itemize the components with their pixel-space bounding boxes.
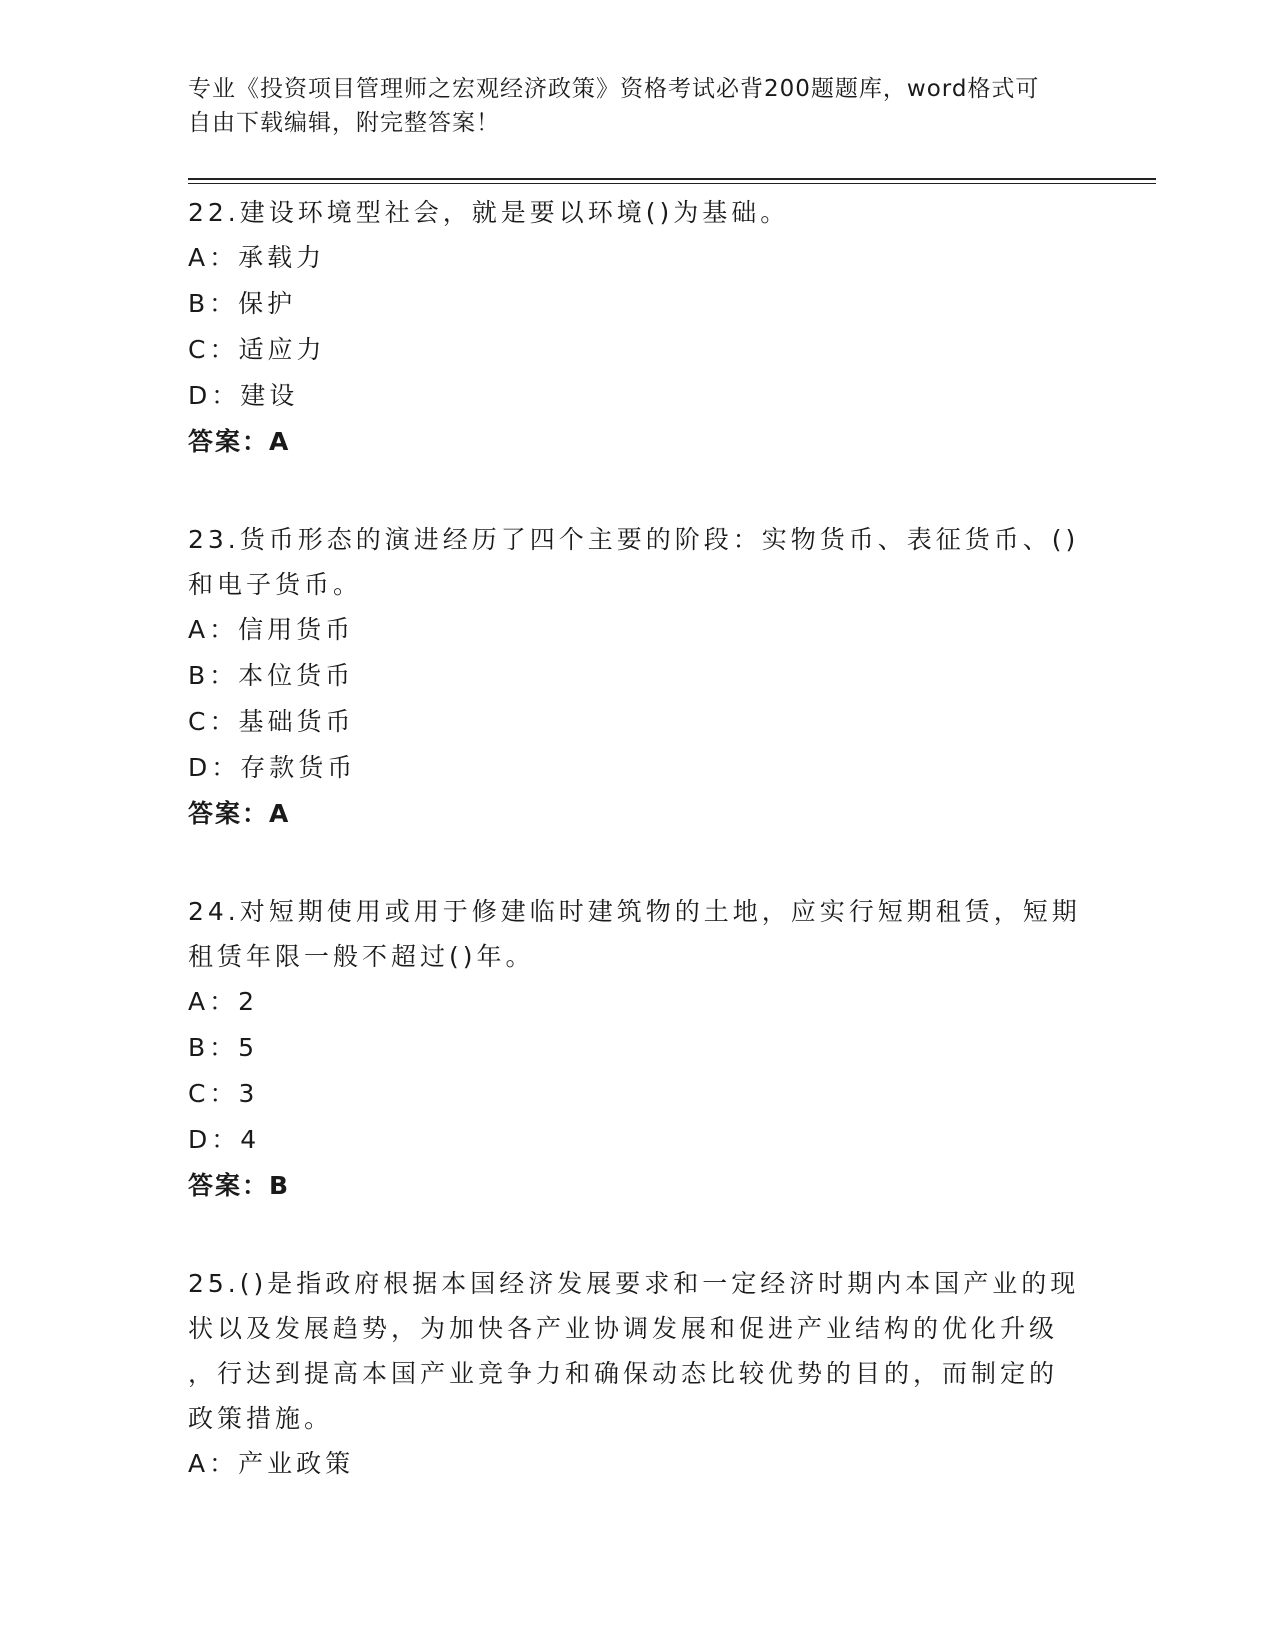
header-line-2: 自由下载编辑，附完整答案！: [188, 110, 500, 136]
answer-option: A：承载力: [188, 243, 326, 272]
answer-option: D：建设: [188, 381, 299, 410]
answer-option: C：3: [188, 1079, 259, 1108]
question-block: [188, 889, 1088, 1209]
header-divider-thick: [188, 178, 1156, 180]
answer-option: A：产业政策: [188, 1449, 355, 1478]
header-line-1: 专业《投资项目管理师之宏观经济政策》资格考试必背200题题库，word格式可: [188, 76, 1040, 102]
answer-option: D：存款货币: [188, 753, 357, 782]
answer-key: 答案：B: [188, 1171, 291, 1200]
document-header: [188, 72, 1088, 140]
answer-option: B：本位货币: [188, 661, 355, 690]
question-stem-line: ，行达到提高本国产业竞争力和确保动态比较优势的目的，而制定的: [188, 1359, 1059, 1388]
question-stem-line: 23.货币形态的演进经历了四个主要的阶段：实物货币、表征货币、(): [188, 525, 1080, 554]
question-stem-line: 租赁年限一般不超过()年。: [188, 942, 535, 971]
question-block: [188, 190, 1088, 465]
question-stem-line: 24.对短期使用或用于修建临时建筑物的土地，应实行短期租赁，短期: [188, 897, 1081, 926]
question-stem-line: 政策措施。: [188, 1404, 334, 1433]
question-block: [188, 517, 1088, 837]
question-stem-line: 25.()是指政府根据本国经济发展要求和一定经济时期内本国产业的现: [188, 1269, 1080, 1298]
answer-option: A：信用货币: [188, 615, 355, 644]
answer-key: 答案：A: [188, 427, 291, 456]
question-stem-line: 22.建设环境型社会，就是要以环境()为基础。: [188, 198, 790, 227]
question-list: [188, 190, 1088, 1539]
question-block: [188, 1261, 1088, 1487]
answer-option: B：保护: [188, 289, 297, 318]
answer-key: 答案：A: [188, 799, 291, 828]
answer-option: C：适应力: [188, 335, 326, 364]
answer-option: A：2: [188, 987, 259, 1016]
question-stem-line: 状以及发展趋势，为加快各产业协调发展和促进产业结构的优化升级: [188, 1314, 1059, 1343]
answer-option: D：4: [188, 1125, 261, 1154]
answer-option: B：5: [188, 1033, 259, 1062]
header-divider-thin: [188, 183, 1156, 184]
answer-option: C：基础货币: [188, 707, 355, 736]
question-stem-line: 和电子货币。: [188, 570, 363, 599]
